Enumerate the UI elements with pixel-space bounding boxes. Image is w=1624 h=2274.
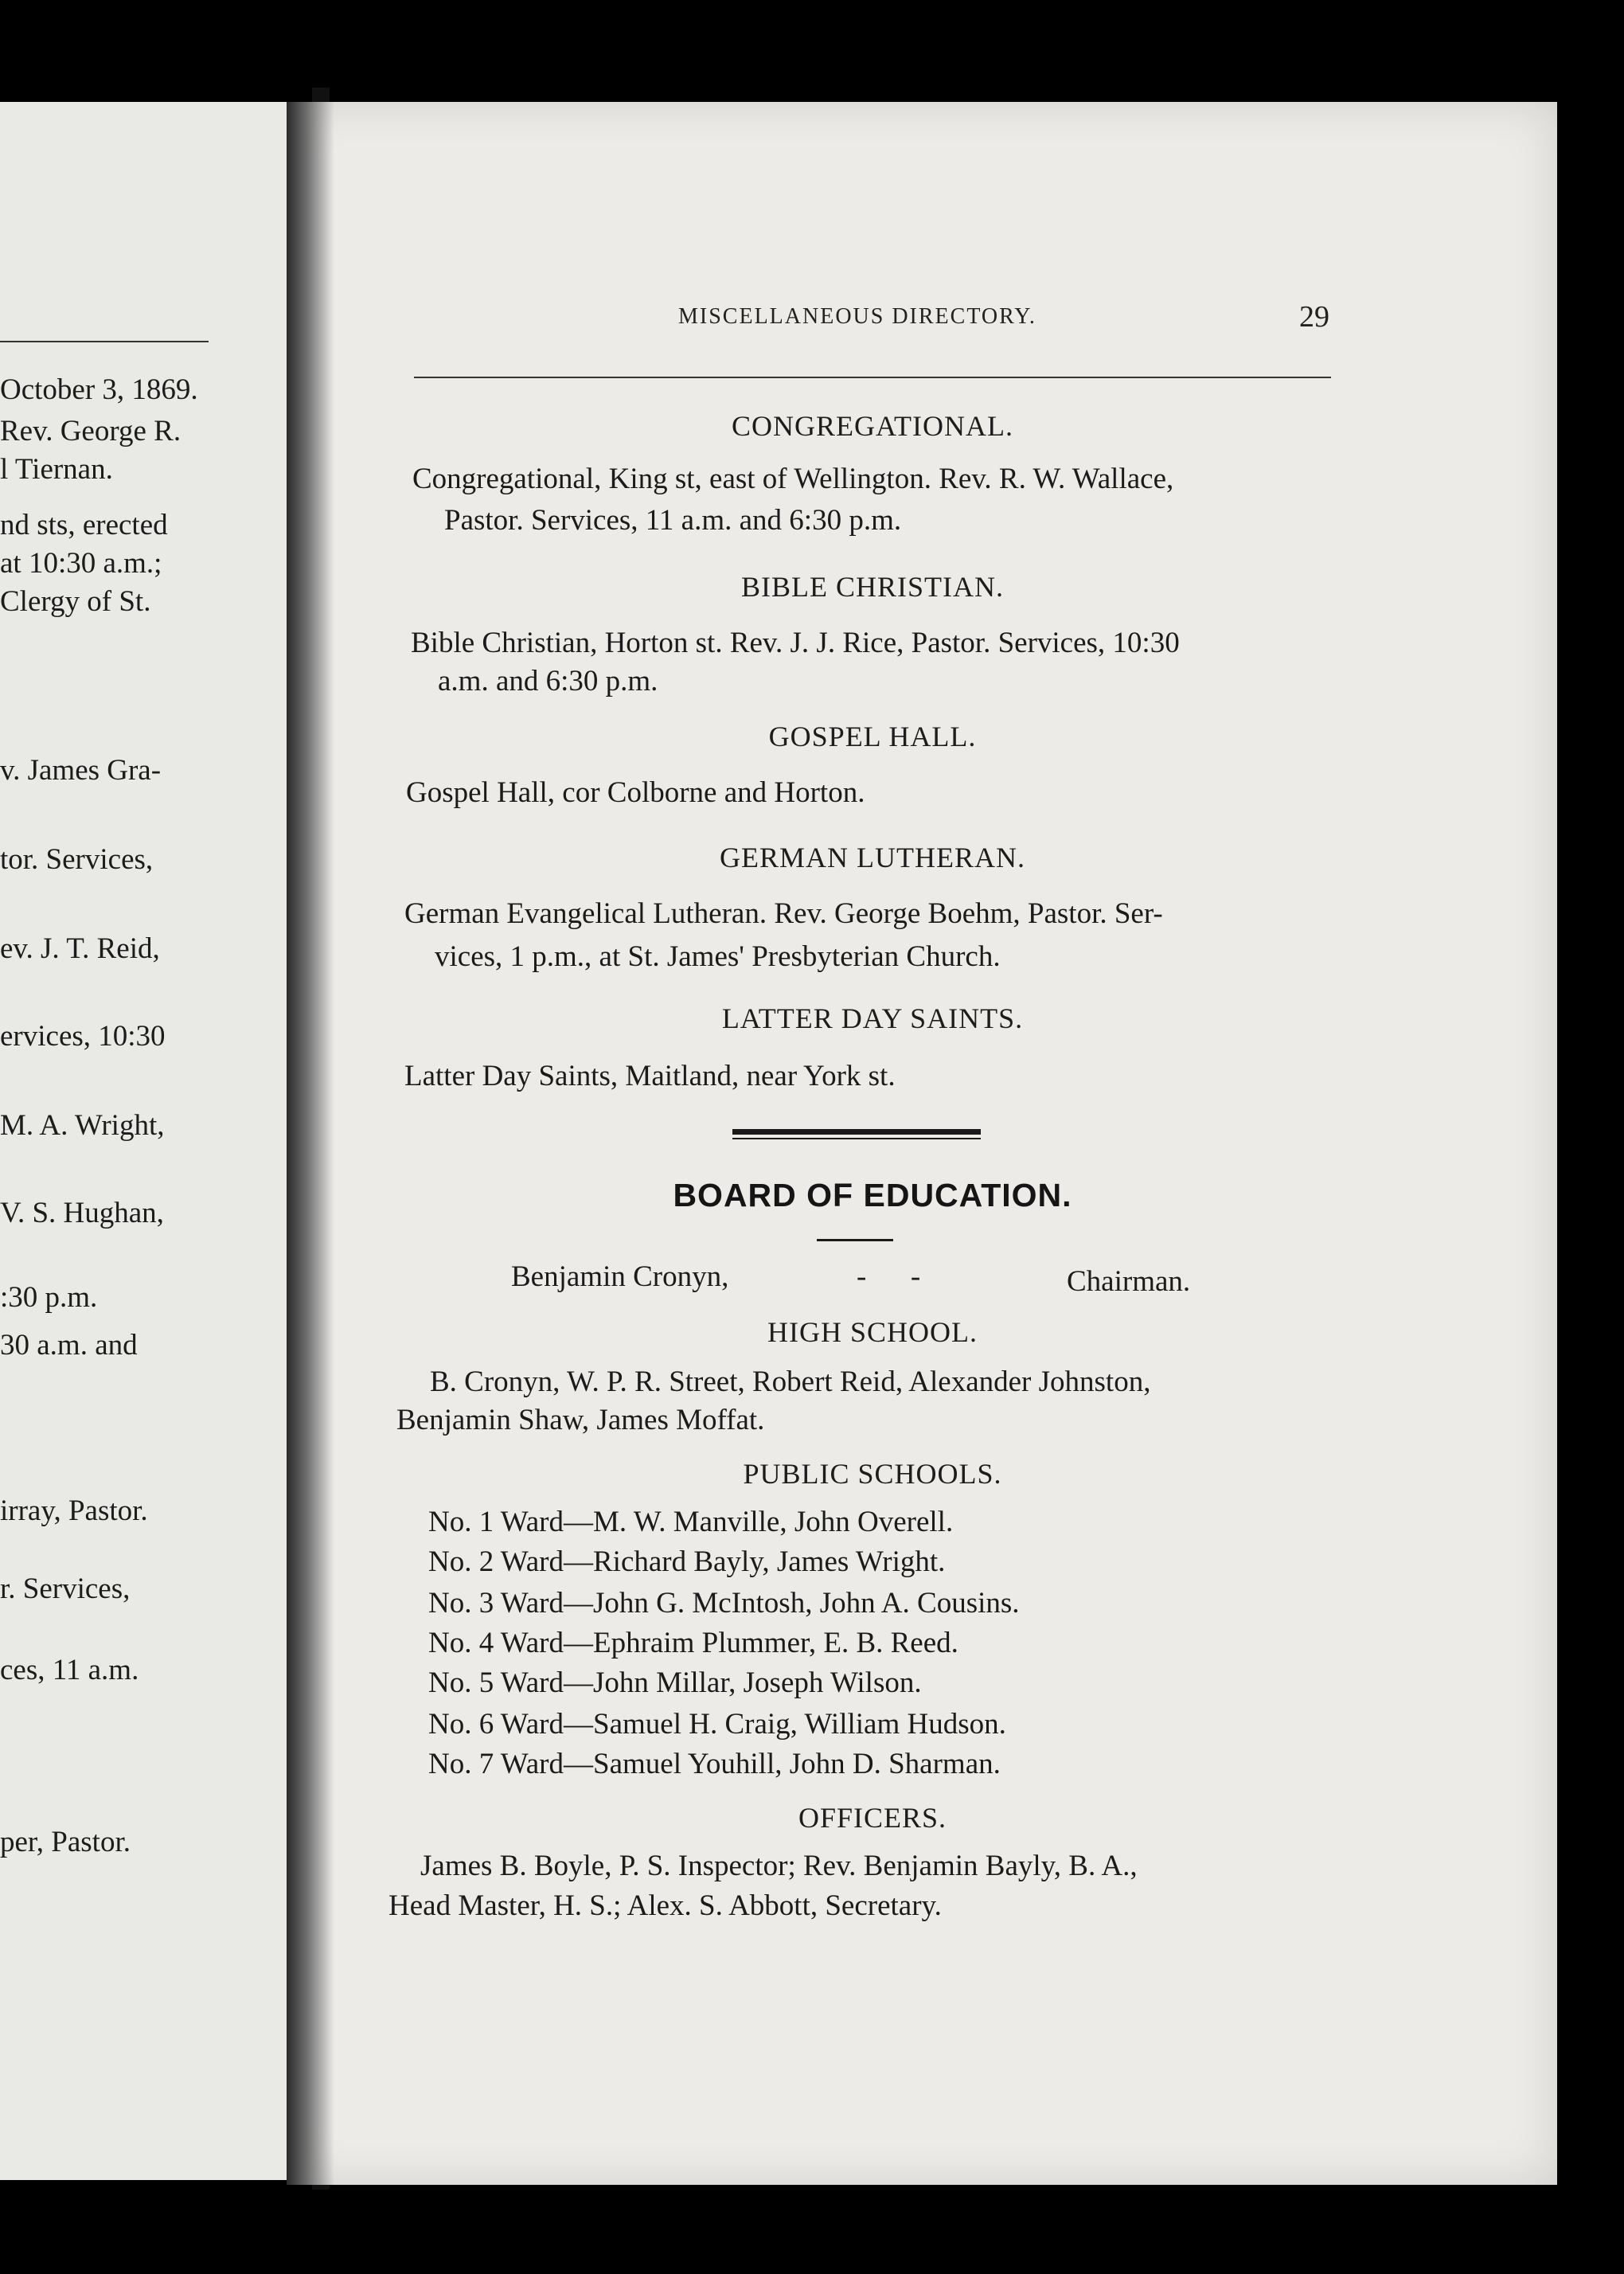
officers-line-1: James B. Boyle, P. S. Inspector; Rev. Benjamin Bayly, B. A.,: [420, 1850, 1138, 1882]
right-border: [1557, 119, 1624, 2190]
bible-christian-line-2: a.m. and 6:30 p.m.: [438, 665, 658, 697]
section-heading-latter-day-saints: LATTER DAY SAINTS.: [721, 1002, 1024, 1034]
header-rule: [414, 377, 1331, 378]
page-number: 29: [1299, 300, 1329, 334]
ward-entry: No. 3 Ward—John G. McIntosh, John A. Cousins.: [428, 1587, 1020, 1620]
left-page-line: Clergy of St.: [0, 585, 151, 618]
left-page-line: October 3, 1869.: [0, 373, 198, 406]
left-page-line: at 10:30 a.m.;: [0, 547, 162, 580]
chairman-dashes: - -: [857, 1260, 921, 1293]
ward-entry: No. 5 Ward—John Millar, Joseph Wilson.: [428, 1666, 922, 1699]
german-lutheran-line-2: vices, 1 p.m., at St. James' Presbyterian Church.: [435, 940, 1001, 973]
section-heading-german-lutheran: GERMAN LUTHERAN.: [720, 842, 1025, 873]
left-page-line: ces, 11 a.m.: [0, 1654, 139, 1686]
officers-line-2: Head Master, H. S.; Alex. S. Abbott, Secretary.: [388, 1889, 942, 1922]
gospel-hall-line-1: Gospel Hall, cor Colborne and Horton.: [406, 776, 865, 809]
congregational-line-2: Pastor. Services, 11 a.m. and 6:30 p.m.: [444, 504, 902, 537]
ward-entry: No. 1 Ward—M. W. Manville, John Overell.: [428, 1506, 954, 1538]
ward-entry: No. 6 Ward—Samuel H. Craig, William Hudson.: [428, 1708, 1006, 1741]
left-page-rule: [0, 341, 209, 342]
left-page-line: per, Pastor.: [0, 1826, 131, 1858]
divider-thick-rule: [732, 1129, 981, 1135]
left-page-line: r. Services,: [0, 1573, 131, 1605]
left-page-line: ev. J. T. Reid,: [0, 932, 160, 965]
left-page-line: ervices, 10:30: [0, 1020, 166, 1053]
left-page-line: :30 p.m.: [0, 1281, 98, 1314]
section-heading-high-school: HIGH SCHOOL.: [767, 1316, 978, 1348]
section-heading-gospel-hall: GOSPEL HALL.: [768, 721, 977, 752]
latter-day-saints-line-1: Latter Day Saints, Maitland, near York st.: [404, 1060, 896, 1092]
left-page-line: Rev. George R.: [0, 415, 182, 447]
chairman-name: Benjamin Cronyn,: [511, 1260, 729, 1293]
left-page-line: irray, Pastor.: [0, 1495, 148, 1527]
ward-entry: No. 2 Ward—Richard Bayly, James Wright.: [428, 1545, 946, 1578]
high-school-line-1: B. Cronyn, W. P. R. Street, Robert Reid, Alexander Johnston,: [430, 1366, 1151, 1398]
page-spine-shadow: [287, 102, 334, 2185]
left-page-line: v. James Gra-: [0, 754, 162, 787]
left-page-line: V. S. Hughan,: [0, 1197, 164, 1229]
ward-entry: No. 7 Ward—Samuel Youhill, John D. Sharman.: [428, 1748, 1001, 1780]
left-page-line: 30 a.m. and: [0, 1329, 138, 1362]
section-divider: [732, 1129, 981, 1140]
congregational-line-1: Congregational, King st, east of Wellington. Rev. R. W. Wallace,: [412, 463, 1174, 495]
section-heading-bible-christian: BIBLE CHRISTIAN.: [741, 571, 1004, 603]
left-page-line: M. A. Wright,: [0, 1109, 165, 1142]
running-header: MISCELLANEOUS DIRECTORY.: [678, 304, 1036, 329]
board-of-education-title: BOARD OF EDUCATION.: [673, 1177, 1072, 1213]
left-page-line: tor. Services,: [0, 843, 154, 876]
chairman-role: Chairman.: [1067, 1265, 1191, 1298]
board-title-rule: [817, 1239, 893, 1241]
divider-thin-rule: [732, 1138, 981, 1139]
ward-entry: No. 4 Ward—Ephraim Plummer, E. B. Reed.: [428, 1627, 958, 1659]
bible-christian-line-1: Bible Christian, Horton st. Rev. J. J. Rice, Pastor. Services, 10:30: [411, 627, 1180, 659]
left-facing-page: [0, 102, 312, 2180]
section-heading-officers: OFFICERS.: [798, 1802, 947, 1834]
section-heading-congregational: CONGREGATIONAL.: [732, 410, 1013, 442]
left-page-line: l Tiernan.: [0, 453, 113, 486]
high-school-line-2: Benjamin Shaw, James Moffat.: [396, 1404, 765, 1436]
german-lutheran-line-1: German Evangelical Lutheran. Rev. George Boehm, Pastor. Ser-: [404, 897, 1163, 930]
section-heading-public-schools: PUBLIC SCHOOLS.: [743, 1458, 1002, 1490]
left-page-line: nd sts, erected: [0, 509, 168, 541]
